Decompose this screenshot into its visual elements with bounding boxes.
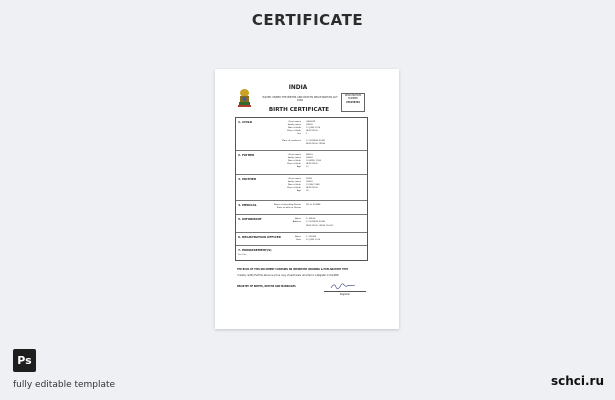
section-label: 5. INFORMANT	[238, 217, 262, 221]
field-value: LAKSHMI	[306, 121, 316, 123]
field-label: Place of residence	[282, 140, 301, 142]
country-name: INDIA	[288, 85, 308, 91]
field-value: 20 JUNE 2016	[306, 239, 321, 241]
template-caption: fully editable template	[13, 380, 116, 390]
field-label: Given name	[288, 154, 301, 156]
field-value: 12 SUNRISE ROAD	[306, 221, 326, 223]
registry-name: REGISTRY OF BIRTHS, DEATHS AND MARRIAGES	[237, 285, 296, 288]
field-value: R. SINGH	[306, 218, 316, 220]
field-value: NEW DELHI	[306, 187, 318, 189]
section-registration-officer	[236, 232, 367, 246]
field-value: 12 JUNE 2016	[306, 127, 321, 129]
field-label: Place of birth	[287, 130, 301, 132]
field-value: SINGH	[306, 157, 313, 159]
field-value: 31	[306, 166, 309, 168]
field-row	[236, 207, 367, 210]
field-row	[236, 190, 367, 193]
field-label: Place of birth	[287, 163, 301, 165]
field-label: Age	[296, 166, 301, 168]
section-label: 7. ENDORSEMENT(S)	[238, 248, 272, 252]
field-value: NEW DELHI	[306, 130, 318, 132]
brand-watermark: schci.ru	[550, 374, 604, 388]
field-label: Name of attending Doctor	[273, 204, 301, 206]
signature-line	[324, 291, 366, 292]
field-value: RAHUL	[306, 154, 314, 156]
field-value: 12 SUNRISE ROAD	[306, 140, 326, 142]
section-informant	[236, 214, 367, 233]
field-label: Name	[294, 236, 301, 238]
section-child	[236, 118, 367, 150]
notice-text: THE BACK OF THIS DOCUMENT CONTAINS AN IMPORTANT WARNING & EXPLANATORY TEXT	[237, 268, 349, 271]
field-value: F	[306, 133, 308, 135]
field-row	[236, 133, 367, 136]
certificate-form	[235, 117, 368, 261]
certificate-document	[215, 69, 399, 329]
field-label: Age	[296, 190, 301, 192]
field-value: NEW DELHI, INDIA 110001	[306, 225, 334, 227]
certification-text: I hereby certify that the above is a true copy of particulars recorded in a Register in the RBD.	[237, 274, 340, 277]
field-label: Family name	[287, 181, 301, 183]
registration-box	[341, 93, 365, 112]
endorsement-note: See filer	[238, 254, 247, 256]
registration-number: 978156339	[346, 101, 360, 105]
section-medical	[236, 200, 367, 215]
section-mother	[236, 174, 367, 201]
field-row	[236, 254, 367, 257]
section-father	[236, 150, 367, 175]
document-heading: BIRTH CERTIFICATE	[268, 107, 330, 113]
field-row	[236, 221, 367, 224]
section-label: 4. MEDICAL	[238, 203, 257, 207]
field-label: Given name	[288, 121, 301, 123]
field-row	[236, 143, 367, 146]
field-value: 15 MAY 1988	[306, 184, 320, 186]
field-label: Date of birth	[287, 160, 301, 162]
section-label: 2. FATHER	[238, 153, 255, 157]
photoshop-icon: Ps	[13, 349, 36, 372]
field-value: PRIYA	[306, 178, 312, 180]
field-value: S. VERMA	[306, 236, 317, 238]
field-label: Place of birth or Doctor	[276, 207, 301, 209]
field-label: Sex	[297, 133, 301, 135]
field-label: Given name	[288, 178, 301, 180]
field-value: NEW DELHI	[306, 163, 318, 165]
field-value: SINGH	[306, 181, 313, 183]
registration-label: REGISTRATION NUMBER	[344, 94, 362, 100]
field-value: DR. A. KUMAR	[306, 204, 321, 206]
act-subtitle: ISSUED UNDER THE BIRTHS AND DEATHS REGISTRATION ACT 1969	[262, 96, 338, 102]
field-label: Date	[296, 239, 301, 241]
signature-label: Registrar	[340, 293, 350, 296]
field-label: Name	[294, 218, 301, 220]
field-label: Date of birth	[287, 184, 301, 186]
field-label: Place of birth	[287, 187, 301, 189]
field-label: Date of birth	[287, 127, 301, 129]
section-label: 3. MOTHER	[238, 177, 257, 181]
field-value: SINGH	[306, 124, 313, 126]
field-row	[236, 166, 367, 169]
field-row	[236, 225, 367, 228]
page-title: CERTIFICATE	[251, 11, 364, 29]
field-row	[236, 239, 367, 242]
section-label: 6. REGISTRATION OFFICER	[238, 235, 281, 239]
section-label: 1. CHILD	[238, 120, 252, 124]
field-label: Family name	[287, 157, 301, 159]
field-value: 28	[306, 190, 309, 192]
field-value: NEW DELHI, INDIA	[306, 143, 325, 145]
national-emblem-icon	[238, 88, 251, 107]
field-label: Address	[292, 221, 301, 223]
field-value: 01 APRIL 1985	[306, 160, 322, 162]
section-endorsements	[236, 245, 367, 261]
signature-icon	[323, 282, 365, 291]
field-label: Family name	[287, 124, 301, 126]
